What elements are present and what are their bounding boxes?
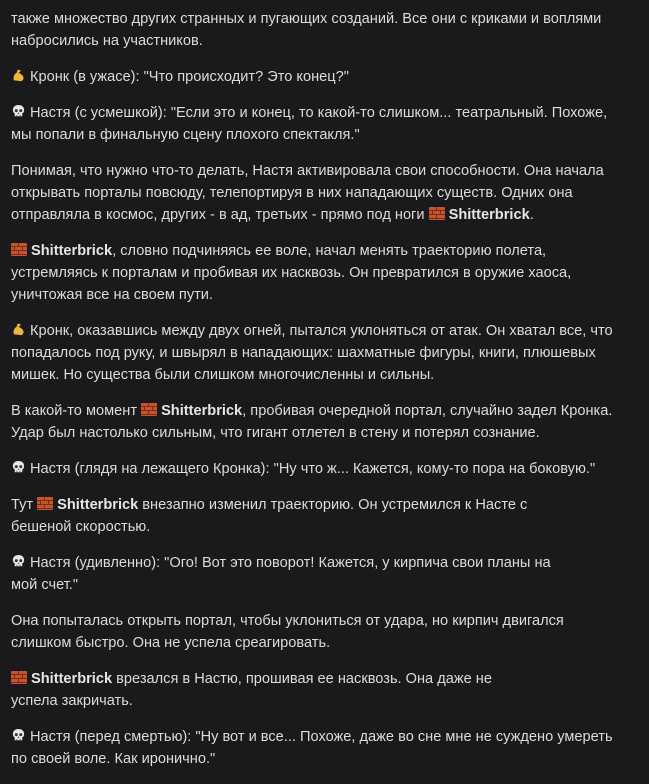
character-name: Shitterbrick bbox=[161, 403, 243, 419]
brick-icon bbox=[11, 671, 27, 684]
story-paragraph bbox=[11, 240, 639, 306]
paragraph-text: Настя (перед смертью): "Ну вот и все... Похоже, даже во сне мне не суждено умереть по своей воле. Как иронично." bbox=[11, 729, 613, 767]
character-name: Shitterbrick bbox=[57, 497, 139, 513]
story-paragraph bbox=[11, 494, 639, 538]
paragraph-text: также множество других странных и пугающих созданий. Все они с криками и воплями набросились на участников. bbox=[11, 11, 602, 49]
story-paragraph bbox=[11, 400, 639, 444]
character-name: Shitterbrick bbox=[448, 207, 530, 223]
brick-icon bbox=[141, 403, 157, 416]
paragraph-text: Кронк (в ужасе): "Что происходит? Это конец?" bbox=[30, 69, 349, 85]
story-paragraph bbox=[11, 66, 639, 88]
paragraph-text: В какой-то момент bbox=[11, 403, 142, 419]
paragraph-text: Настя (глядя на лежащего Кронка): "Ну что ж... Кажется, кому-то пора на боковую." bbox=[30, 461, 596, 477]
story-paragraph bbox=[11, 8, 639, 52]
paragraph-text: врезался в Настю, прошивая ее насквозь. Она даже не успела закричать. bbox=[11, 671, 492, 709]
brick-icon bbox=[11, 243, 27, 256]
paragraph-text: Тут bbox=[11, 497, 38, 513]
skull-icon bbox=[11, 728, 26, 743]
story-paragraph bbox=[11, 160, 639, 226]
skull-icon bbox=[11, 460, 26, 475]
story-paragraph bbox=[11, 552, 639, 596]
character-name: Shitterbrick bbox=[31, 671, 113, 687]
brick-icon bbox=[429, 207, 445, 220]
skull-icon bbox=[11, 554, 26, 569]
paragraph-text: Понимая, что нужно что-то делать, Настя активировала свои способности. Она начала открывать порталы повсюду, телепортируя в них нападающих существ. Одних она отправляла в космос, других - в ад, третьих - прямо под ноги bbox=[11, 163, 604, 223]
character-name: Shitterbrick bbox=[31, 243, 113, 259]
story-paragraph bbox=[11, 610, 639, 654]
message-feed bbox=[11, 8, 639, 784]
skull-icon bbox=[11, 104, 26, 119]
paragraph-text: , словно подчиняясь ее воле, начал менять траекторию полета, устремляясь к порталам и пробивая их насквозь. Он превратился в оружие хаоса, уничтожая все на своем пути. bbox=[11, 243, 572, 303]
paragraph-text: Кронк, оказавшись между двух огней, пытался уклоняться от атак. Он хватал все, что попадалось под руку, и швырял в нападающих: шахматные фигуры, книги, плюшевых мишек. Но существа были слишком многочисленны и сильны. bbox=[11, 323, 613, 383]
paragraph-text: . bbox=[529, 207, 534, 223]
story-paragraph bbox=[11, 102, 639, 146]
story-paragraph bbox=[11, 320, 639, 386]
muscle-icon bbox=[11, 68, 26, 83]
brick-icon bbox=[37, 497, 53, 510]
paragraph-text: внезапно изменил траекторию. Он устремился к Насте с бешеной скоростью. bbox=[11, 497, 528, 535]
paragraph-text: Настя (удивленно): "Ого! Вот это поворот! Кажется, у кирпича свои планы на мой счет." bbox=[11, 555, 551, 593]
story-paragraph bbox=[11, 668, 639, 712]
paragraph-text: Она попыталась открыть портал, чтобы уклониться от удара, но кирпич двигался слишком быстро. Она не успела среагировать. bbox=[11, 613, 564, 651]
story-paragraph bbox=[11, 458, 639, 480]
muscle-icon bbox=[11, 322, 26, 337]
paragraph-text: , пробивая очередной портал, случайно задел Кронка. Удар был настолько сильным, что гигант отлетел в стену и потерял сознание. bbox=[11, 403, 613, 441]
story-paragraph bbox=[11, 726, 639, 770]
paragraph-text: Настя (с усмешкой): "Если это и конец, то какой-то слишком... театральный. Похоже, мы попали в финальную сцену плохого спектакля." bbox=[11, 105, 608, 143]
